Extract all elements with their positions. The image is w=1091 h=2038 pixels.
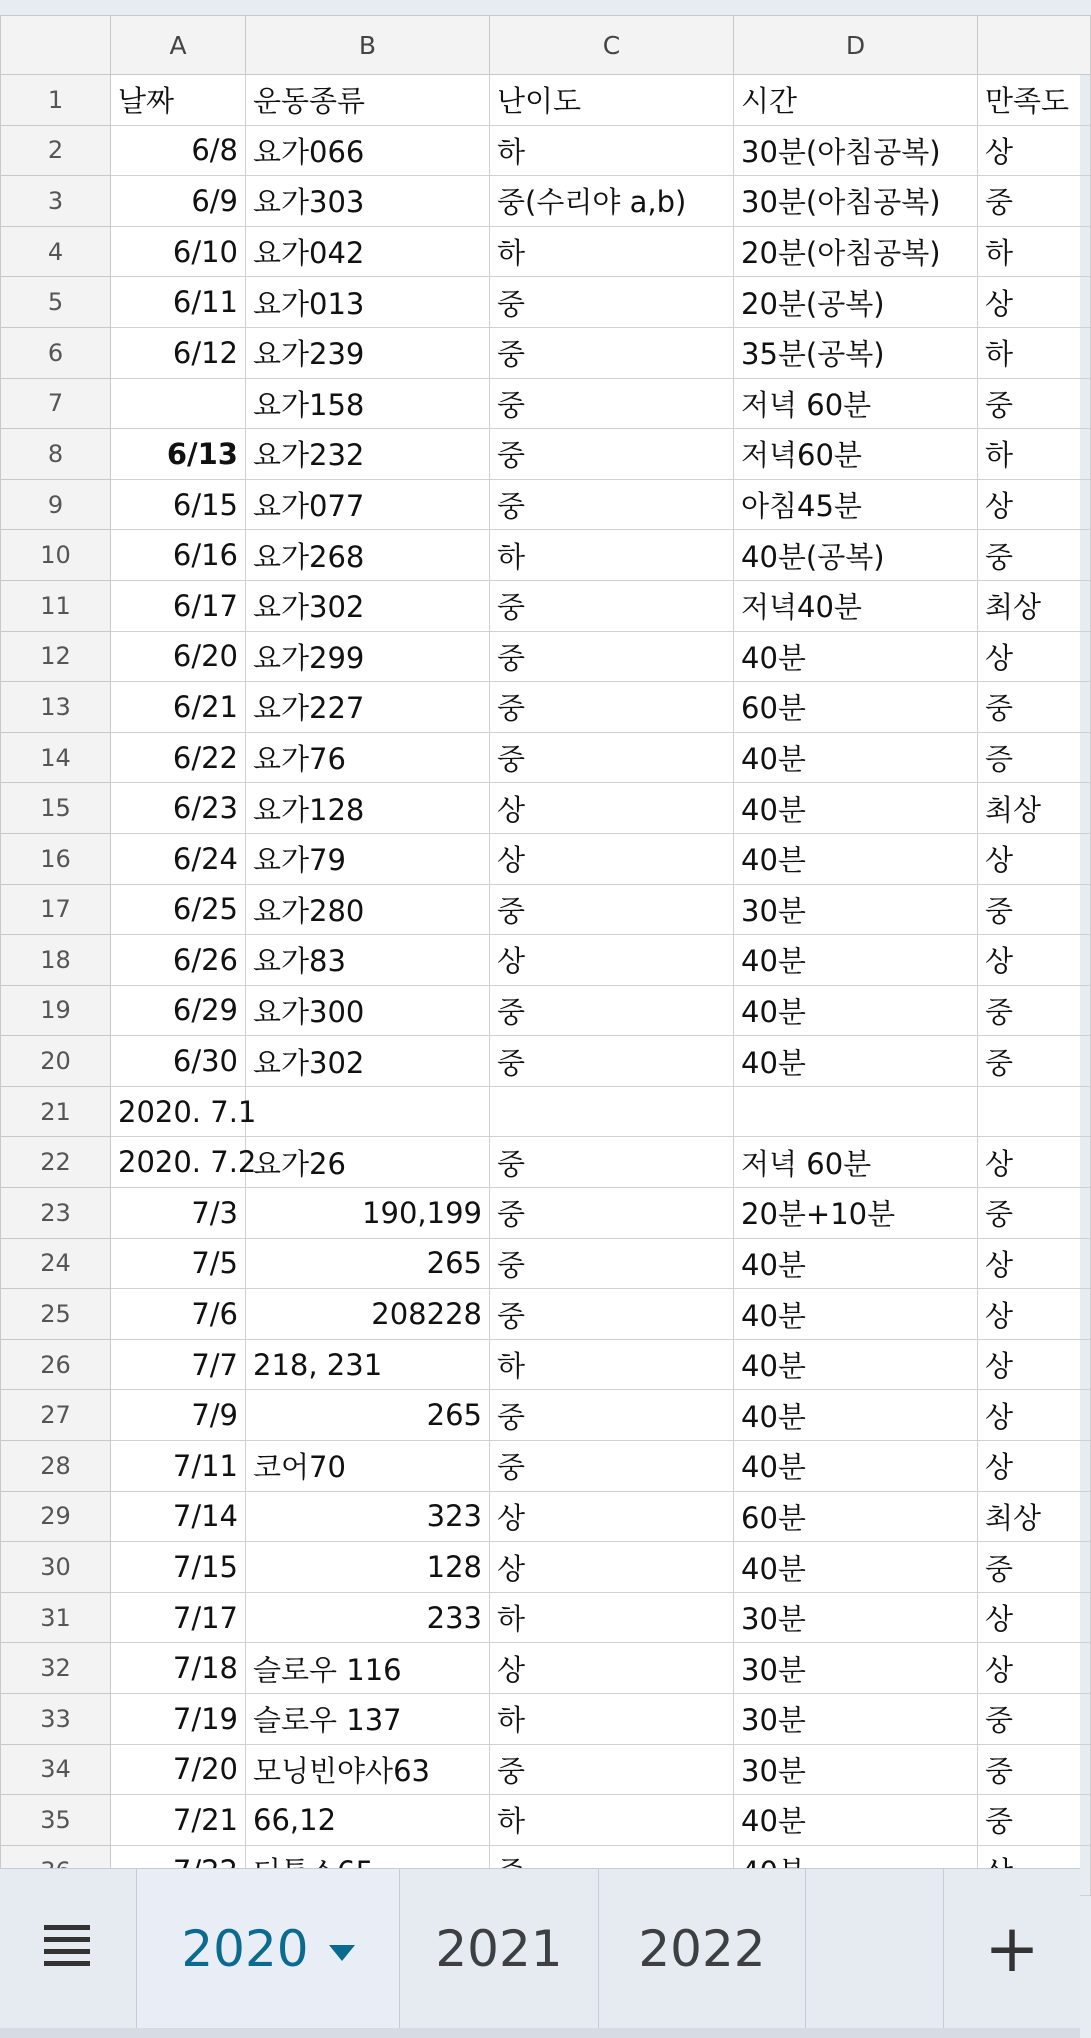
cell-e27[interactable]: 상: [978, 1390, 1091, 1441]
cell-d25[interactable]: 40분: [734, 1289, 978, 1340]
cell-a20[interactable]: 6/30: [111, 1036, 246, 1087]
row-number[interactable]: 34: [1, 1744, 111, 1795]
sheet-table: [0, 15, 1091, 1896]
cell-d20[interactable]: 40분: [734, 1036, 978, 1087]
cell-a31[interactable]: 7/17: [111, 1592, 246, 1643]
cell-d18[interactable]: 40분: [734, 935, 978, 986]
cell-b1[interactable]: 운동종류: [246, 75, 490, 126]
tab-unnamed[interactable]: [806, 1869, 944, 2029]
table-row: [1, 985, 1091, 1036]
cell-d1[interactable]: 시간: [734, 75, 978, 126]
cell-c9[interactable]: 중: [490, 479, 734, 530]
cell-b31[interactable]: 233: [246, 1592, 490, 1643]
cell-a21[interactable]: 2020. 7.1: [111, 1086, 246, 1137]
cell-e13[interactable]: 중: [978, 682, 1091, 733]
cell-c19[interactable]: 중: [490, 985, 734, 1036]
cell-b6[interactable]: 요가239: [246, 327, 490, 378]
row-number[interactable]: 33: [1, 1694, 111, 1745]
cell-c26[interactable]: 하: [490, 1339, 734, 1390]
cell-c17[interactable]: 중: [490, 884, 734, 935]
table-row: [1, 1795, 1091, 1846]
cell-d13[interactable]: 60분: [734, 682, 978, 733]
table-row: [1, 1289, 1091, 1340]
cell-a15[interactable]: 6/23: [111, 783, 246, 834]
cell-e18[interactable]: 상: [978, 935, 1091, 986]
table-row: [1, 226, 1091, 277]
cell-d33[interactable]: 30분: [734, 1694, 978, 1745]
cell-b27[interactable]: 265: [246, 1390, 490, 1441]
cell-c5[interactable]: 중: [490, 277, 734, 328]
cell-b12[interactable]: 요가299: [246, 631, 490, 682]
table-row: [1, 75, 1091, 126]
table-row: [1, 327, 1091, 378]
cell-a27[interactable]: 7/9: [111, 1390, 246, 1441]
row-number[interactable]: 23: [1, 1188, 111, 1239]
all-sheets-button[interactable]: [0, 1869, 137, 2029]
cell-b32[interactable]: 슬로우 116: [246, 1643, 490, 1694]
cell-a10[interactable]: 6/16: [111, 530, 246, 581]
cell-a33[interactable]: 7/19: [111, 1694, 246, 1745]
cell-e26[interactable]: 상: [978, 1339, 1091, 1390]
cell-c7[interactable]: 중: [490, 378, 734, 429]
cell-e24[interactable]: 상: [978, 1238, 1091, 1289]
cell-e29[interactable]: 최상: [978, 1491, 1091, 1542]
cell-d28[interactable]: 40분: [734, 1441, 978, 1492]
cell-c20[interactable]: 중: [490, 1036, 734, 1087]
cell-d16[interactable]: 40븐: [734, 833, 978, 884]
row-number[interactable]: 9: [1, 479, 111, 530]
cell-b7[interactable]: 요가158: [246, 378, 490, 429]
row-number[interactable]: 18: [1, 935, 111, 986]
cell-d6[interactable]: 35분(공복): [734, 327, 978, 378]
cell-c10[interactable]: 하: [490, 530, 734, 581]
cell-b2[interactable]: 요가066: [246, 125, 490, 176]
row-number[interactable]: 25: [1, 1289, 111, 1340]
cell-d8[interactable]: 저녁60분: [734, 429, 978, 480]
cell-e9[interactable]: 상: [978, 479, 1091, 530]
table-row: [1, 1036, 1091, 1087]
table-row: [1, 1592, 1091, 1643]
table-row: [1, 631, 1091, 682]
plus-icon: +: [984, 1910, 1040, 1987]
row-number[interactable]: 27: [1, 1390, 111, 1441]
table-row: [1, 479, 1091, 530]
cell-d9[interactable]: 아침45분: [734, 479, 978, 530]
cell-c8[interactable]: 중: [490, 429, 734, 480]
row-number[interactable]: 4: [1, 226, 111, 277]
row-number[interactable]: 5: [1, 277, 111, 328]
cell-e3[interactable]: 중: [978, 176, 1091, 227]
cell-c31[interactable]: 하: [490, 1592, 734, 1643]
cell-a26[interactable]: 7/7: [111, 1339, 246, 1390]
cell-a2[interactable]: 6/8: [111, 125, 246, 176]
cell-e12[interactable]: 상: [978, 631, 1091, 682]
cell-c22[interactable]: 중: [490, 1137, 734, 1188]
cell-e34[interactable]: 중: [978, 1744, 1091, 1795]
cell-c14[interactable]: 중: [490, 732, 734, 783]
cell-d22[interactable]: 저녁 60분: [734, 1137, 978, 1188]
cell-d5[interactable]: 20분(공복): [734, 277, 978, 328]
cell-b16[interactable]: 요가79: [246, 833, 490, 884]
column-header-a[interactable]: A: [111, 16, 246, 75]
cell-d34[interactable]: 30분: [734, 1744, 978, 1795]
cell-c33[interactable]: 하: [490, 1694, 734, 1745]
table-row: [1, 378, 1091, 429]
row-number[interactable]: 31: [1, 1592, 111, 1643]
cell-d32[interactable]: 30분: [734, 1643, 978, 1694]
cell-a6[interactable]: 6/12: [111, 327, 246, 378]
row-number[interactable]: 7: [1, 378, 111, 429]
select-all-corner[interactable]: [1, 16, 111, 75]
table-row: [1, 1390, 1091, 1441]
cell-e22[interactable]: 상: [978, 1137, 1091, 1188]
table-row: [1, 125, 1091, 176]
cell-b18[interactable]: 요가83: [246, 935, 490, 986]
cell-c6[interactable]: 중: [490, 327, 734, 378]
row-number[interactable]: 22: [1, 1137, 111, 1188]
column-header-c[interactable]: C: [490, 16, 734, 75]
cell-a3[interactable]: 6/9: [111, 176, 246, 227]
cell-b26[interactable]: 218, 231: [246, 1339, 490, 1390]
cell-a28[interactable]: 7/11: [111, 1441, 246, 1492]
cell-b5[interactable]: 요가013: [246, 277, 490, 328]
column-header-e[interactable]: [978, 16, 1091, 75]
cell-a18[interactable]: 6/26: [111, 935, 246, 986]
table-row: [1, 1086, 1091, 1137]
table-row: [1, 429, 1091, 480]
cell-c12[interactable]: 중: [490, 631, 734, 682]
sheet-tab-bar: [0, 1868, 1080, 2029]
tab-2021-label: 2021: [435, 1920, 563, 1978]
cell-b29[interactable]: 323: [246, 1491, 490, 1542]
table-row: [1, 1542, 1091, 1593]
cell-c34[interactable]: 중: [490, 1744, 734, 1795]
add-sheet-button[interactable]: [944, 1869, 1080, 2029]
cell-b17[interactable]: 요가280: [246, 884, 490, 935]
cell-a16[interactable]: 6/24: [111, 833, 246, 884]
cell-d14[interactable]: 40분: [734, 732, 978, 783]
table-row: [1, 1137, 1091, 1188]
cell-d11[interactable]: 저녁40분: [734, 580, 978, 631]
tab-2022[interactable]: [599, 1869, 806, 2029]
row-number[interactable]: 35: [1, 1795, 111, 1846]
cell-b15[interactable]: 요가128: [246, 783, 490, 834]
cell-b28[interactable]: 코어70: [246, 1441, 490, 1492]
cell-b25[interactable]: 208228: [246, 1289, 490, 1340]
cell-c25[interactable]: 중: [490, 1289, 734, 1340]
cell-d10[interactable]: 40분(공복): [734, 530, 978, 581]
cell-e31[interactable]: 상: [978, 1592, 1091, 1643]
cell-a25[interactable]: 7/6: [111, 1289, 246, 1340]
cell-e33[interactable]: 중: [978, 1694, 1091, 1745]
cell-e8[interactable]: 하: [978, 429, 1091, 480]
row-number[interactable]: 11: [1, 580, 111, 631]
cell-e32[interactable]: 상: [978, 1643, 1091, 1694]
cell-b22[interactable]: 요가26: [246, 1137, 490, 1188]
table-row: [1, 1339, 1091, 1390]
cell-a4[interactable]: 6/10: [111, 226, 246, 277]
column-header-b[interactable]: B: [246, 16, 490, 75]
cell-a22[interactable]: 2020. 7.2: [111, 1137, 246, 1188]
cell-b9[interactable]: 요가077: [246, 479, 490, 530]
cell-d31[interactable]: 30분: [734, 1592, 978, 1643]
table-row: [1, 1744, 1091, 1795]
row-number[interactable]: 14: [1, 732, 111, 783]
cell-e2[interactable]: 상: [978, 125, 1091, 176]
cell-c1[interactable]: 난이도: [490, 75, 734, 126]
cell-a19[interactable]: 6/29: [111, 985, 246, 1036]
cell-a7[interactable]: [111, 378, 246, 429]
row-number[interactable]: 26: [1, 1339, 111, 1390]
cell-c27[interactable]: 중: [490, 1390, 734, 1441]
table-row: [1, 1643, 1091, 1694]
cell-b14[interactable]: 요가76: [246, 732, 490, 783]
cell-b20[interactable]: 요가302: [246, 1036, 490, 1087]
cell-d29[interactable]: 60분: [734, 1491, 978, 1542]
row-number[interactable]: 24: [1, 1238, 111, 1289]
cell-e17[interactable]: 중: [978, 884, 1091, 935]
cell-a1[interactable]: 날짜: [111, 75, 246, 126]
cell-e25[interactable]: 상: [978, 1289, 1091, 1340]
cell-c28[interactable]: 중: [490, 1441, 734, 1492]
list-menu-icon: [44, 1925, 90, 1973]
table-row: [1, 176, 1091, 227]
table-row: [1, 732, 1091, 783]
cell-d7[interactable]: 저녁 60분: [734, 378, 978, 429]
cell-c13[interactable]: 중: [490, 682, 734, 733]
cell-a23[interactable]: 7/3: [111, 1188, 246, 1239]
row-number[interactable]: 29: [1, 1491, 111, 1542]
column-header-d[interactable]: D: [734, 16, 978, 75]
cell-b23[interactable]: 190,199: [246, 1188, 490, 1239]
cell-d24[interactable]: 40분: [734, 1238, 978, 1289]
cell-a8[interactable]: 6/13: [111, 429, 246, 480]
cell-e30[interactable]: 중: [978, 1542, 1091, 1593]
cell-c32[interactable]: 상: [490, 1643, 734, 1694]
row-number[interactable]: 32: [1, 1643, 111, 1694]
row-number[interactable]: 16: [1, 833, 111, 884]
cell-e35[interactable]: 중: [978, 1795, 1091, 1846]
cell-d15[interactable]: 40분: [734, 783, 978, 834]
cell-e28[interactable]: 상: [978, 1441, 1091, 1492]
cell-a35[interactable]: 7/21: [111, 1795, 246, 1846]
cell-a11[interactable]: 6/17: [111, 580, 246, 631]
cell-e15[interactable]: 최상: [978, 783, 1091, 834]
table-row: [1, 884, 1091, 935]
cell-a17[interactable]: 6/25: [111, 884, 246, 935]
table-row: [1, 277, 1091, 328]
cell-b8[interactable]: 요가232: [246, 429, 490, 480]
cell-c2[interactable]: 하: [490, 125, 734, 176]
row-number[interactable]: 13: [1, 682, 111, 733]
tab-2020[interactable]: [137, 1869, 400, 2029]
cell-a34[interactable]: 7/20: [111, 1744, 246, 1795]
cell-e16[interactable]: 상: [978, 833, 1091, 884]
system-nav-strip: [0, 2028, 1080, 2038]
table-row: [1, 1188, 1091, 1239]
cell-b13[interactable]: 요가227: [246, 682, 490, 733]
column-header-row: [1, 16, 1091, 75]
table-row: [1, 1238, 1091, 1289]
row-number[interactable]: 10: [1, 530, 111, 581]
cell-d12[interactable]: 40분: [734, 631, 978, 682]
cell-e11[interactable]: 최상: [978, 580, 1091, 631]
cell-c21[interactable]: [490, 1086, 734, 1137]
tab-2022-label: 2022: [638, 1920, 766, 1978]
cell-a13[interactable]: 6/21: [111, 682, 246, 733]
table-row: [1, 530, 1091, 581]
cell-a30[interactable]: 7/15: [111, 1542, 246, 1593]
table-row: [1, 1491, 1091, 1542]
cell-d35[interactable]: 40분: [734, 1795, 978, 1846]
cell-b33[interactable]: 슬로우 137: [246, 1694, 490, 1745]
cell-b35[interactable]: 66,12: [246, 1795, 490, 1846]
cell-e20[interactable]: 중: [978, 1036, 1091, 1087]
cell-b10[interactable]: 요가268: [246, 530, 490, 581]
cell-a12[interactable]: 6/20: [111, 631, 246, 682]
cell-c23[interactable]: 중: [490, 1188, 734, 1239]
cell-b30[interactable]: 128: [246, 1542, 490, 1593]
cell-c11[interactable]: 중: [490, 580, 734, 631]
cell-a14[interactable]: 6/22: [111, 732, 246, 783]
cell-a5[interactable]: 6/11: [111, 277, 246, 328]
row-number[interactable]: 2: [1, 125, 111, 176]
cell-d23[interactable]: 20분+10분: [734, 1188, 978, 1239]
cell-c35[interactable]: 하: [490, 1795, 734, 1846]
row-number[interactable]: 8: [1, 429, 111, 480]
cell-a9[interactable]: 6/15: [111, 479, 246, 530]
cell-d21[interactable]: [734, 1086, 978, 1137]
table-row: [1, 1694, 1091, 1745]
row-number[interactable]: 20: [1, 1036, 111, 1087]
cell-d27[interactable]: 40분: [734, 1390, 978, 1441]
row-number[interactable]: 12: [1, 631, 111, 682]
cell-e21[interactable]: [978, 1086, 1091, 1137]
row-number[interactable]: 3: [1, 176, 111, 227]
cell-e10[interactable]: 중: [978, 530, 1091, 581]
cell-b11[interactable]: 요가302: [246, 580, 490, 631]
cell-e4[interactable]: 하: [978, 226, 1091, 277]
row-number[interactable]: 28: [1, 1441, 111, 1492]
cell-e6[interactable]: 하: [978, 327, 1091, 378]
row-number[interactable]: 19: [1, 985, 111, 1036]
cell-c29[interactable]: 상: [490, 1491, 734, 1542]
table-row: [1, 1441, 1091, 1492]
cell-e5[interactable]: 상: [978, 277, 1091, 328]
cell-a24[interactable]: 7/5: [111, 1238, 246, 1289]
row-number[interactable]: 17: [1, 884, 111, 935]
cell-d2[interactable]: 30분(아침공복): [734, 125, 978, 176]
cell-c15[interactable]: 상: [490, 783, 734, 834]
row-number[interactable]: 30: [1, 1542, 111, 1593]
cell-d17[interactable]: 30분: [734, 884, 978, 935]
cell-c4[interactable]: 하: [490, 226, 734, 277]
cell-b24[interactable]: 265: [246, 1238, 490, 1289]
cell-b4[interactable]: 요가042: [246, 226, 490, 277]
table-row: [1, 783, 1091, 834]
cell-e23[interactable]: 중: [978, 1188, 1091, 1239]
cell-c18[interactable]: 상: [490, 935, 734, 986]
cell-d26[interactable]: 40분: [734, 1339, 978, 1390]
cell-e19[interactable]: 중: [978, 985, 1091, 1036]
table-row: [1, 833, 1091, 884]
cell-c3[interactable]: 중(수리야 a,b): [490, 176, 734, 227]
spreadsheet-grid[interactable]: [0, 15, 1080, 1868]
cell-a32[interactable]: 7/18: [111, 1643, 246, 1694]
cell-d19[interactable]: 40분: [734, 985, 978, 1036]
row-number[interactable]: 21: [1, 1086, 111, 1137]
cell-b19[interactable]: 요가300: [246, 985, 490, 1036]
row-number[interactable]: 1: [1, 75, 111, 126]
cell-c16[interactable]: 상: [490, 833, 734, 884]
cell-b3[interactable]: 요가303: [246, 176, 490, 227]
cell-b21[interactable]: [246, 1086, 490, 1137]
cell-c24[interactable]: 중: [490, 1238, 734, 1289]
cell-c30[interactable]: 상: [490, 1542, 734, 1593]
cell-e7[interactable]: 중: [978, 378, 1091, 429]
cell-d4[interactable]: 20분(아침공복): [734, 226, 978, 277]
cell-e14[interactable]: 증: [978, 732, 1091, 783]
table-row: [1, 935, 1091, 986]
cell-d30[interactable]: 40분: [734, 1542, 978, 1593]
cell-b34[interactable]: 모닝빈야사63: [246, 1744, 490, 1795]
table-row: [1, 580, 1091, 631]
row-number[interactable]: 6: [1, 327, 111, 378]
cell-a29[interactable]: 7/14: [111, 1491, 246, 1542]
cell-d3[interactable]: 30분(아침공복): [734, 176, 978, 227]
table-row: [1, 682, 1091, 733]
tab-2020-label: 2020: [181, 1920, 309, 1978]
row-number[interactable]: 15: [1, 783, 111, 834]
caret-down-icon[interactable]: [329, 1945, 355, 1961]
cell-e1[interactable]: 만족도: [978, 75, 1091, 126]
tab-2021[interactable]: [400, 1869, 599, 2029]
